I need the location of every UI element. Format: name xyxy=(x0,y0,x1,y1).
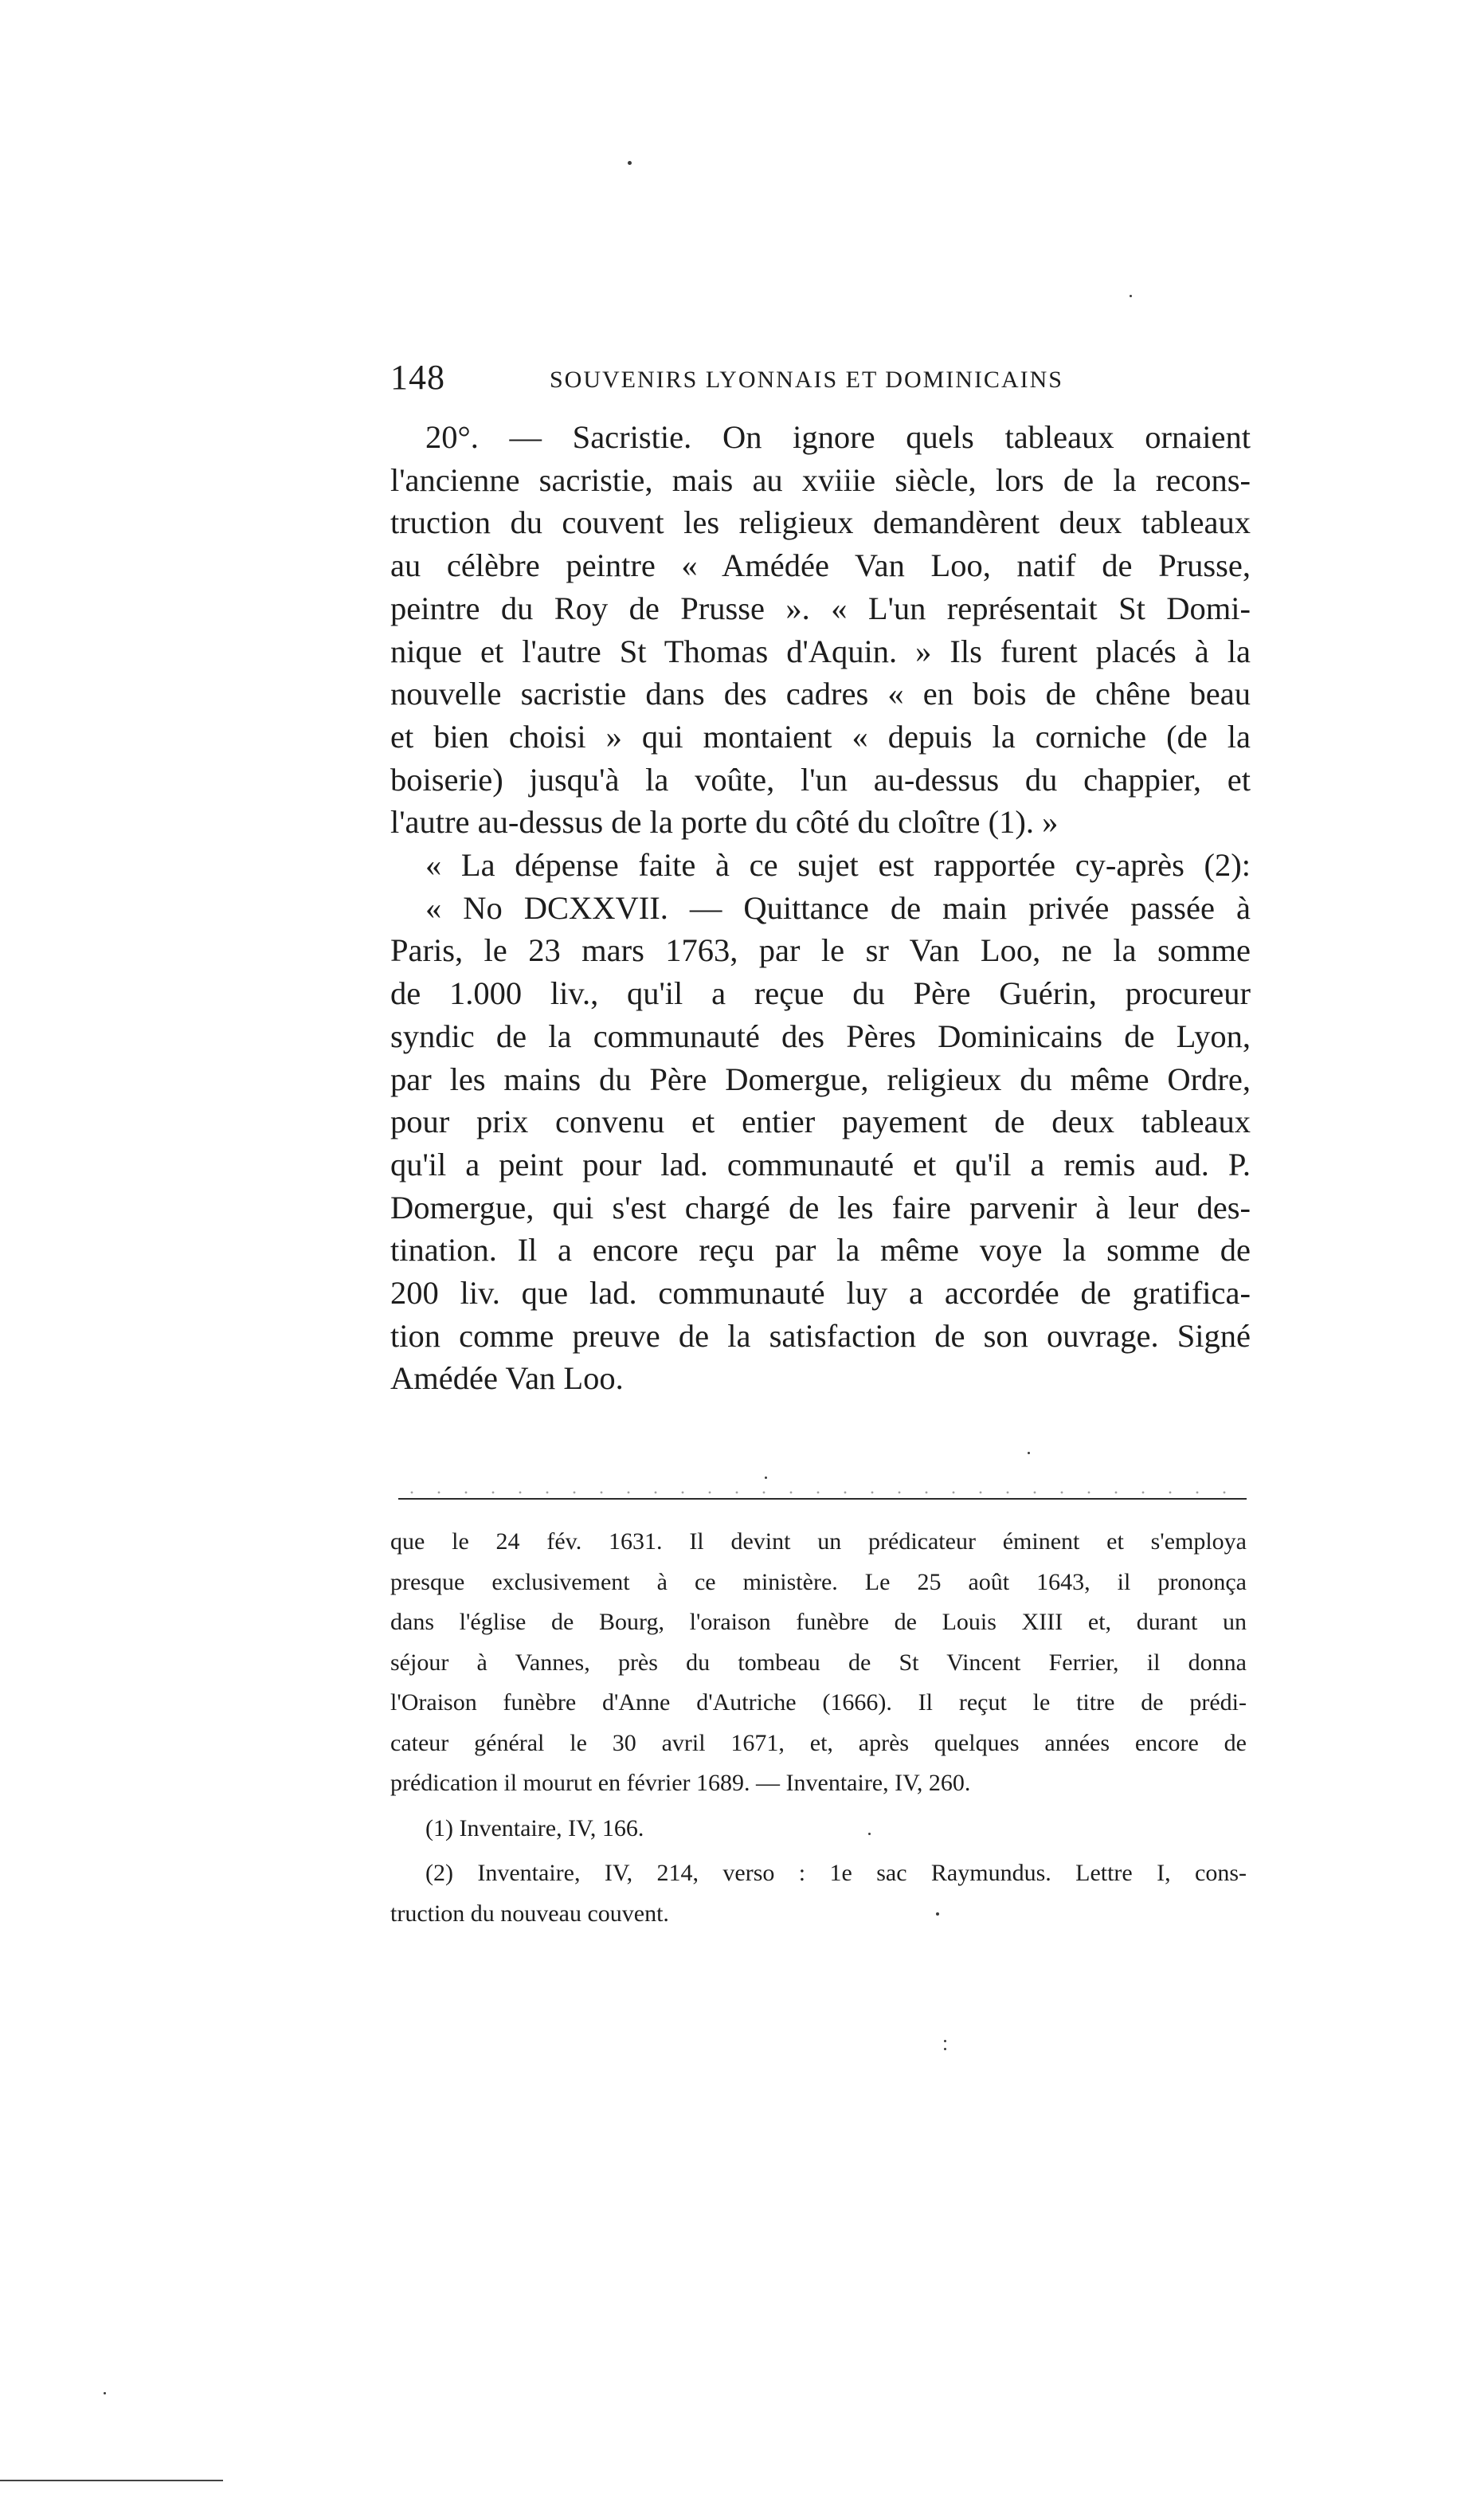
text-line: « La dépense faite à ce sujet est rapportée cy-après (2): xyxy=(425,847,1251,884)
main-text xyxy=(390,416,1251,1400)
text-line: qu'il a peint pour lad. communauté et qu'il a remis aud. P. xyxy=(390,1146,1251,1182)
footnote-line: l'Oraison funèbre d'Anne d'Autriche (1666). Il reçut le titre de prédi- xyxy=(390,1689,1247,1716)
separator-dots xyxy=(398,1487,1247,1498)
ink-speck xyxy=(104,2392,106,2394)
running-head xyxy=(390,357,1259,405)
text-line: Domergue, qui s'est chargé de les faire parvenir à leur des- xyxy=(390,1189,1251,1226)
text-line: au célèbre peintre « Amédée Van Loo, natif de Prusse, xyxy=(390,547,1251,584)
text-line: boiserie) jusqu'à la voûte, l'un au-dessus du chappier, et xyxy=(390,761,1251,798)
text-line: 200 liv. que lad. communauté luy a accordée de gratifica- xyxy=(390,1275,1251,1312)
ink-speck xyxy=(1028,1452,1030,1454)
text-line: Paris, le 23 mars 1763, par le sr Van Loo, ne la somme xyxy=(390,932,1251,969)
footnote-line: presque exclusivement à ce ministère. Le 25 août 1643, il prononça xyxy=(390,1568,1247,1595)
ink-speck xyxy=(628,161,632,165)
text-line: Amédée Van Loo. xyxy=(390,1360,624,1397)
text-line: nouvelle sacristie dans des cadres « en bois de chêne beau xyxy=(390,676,1251,712)
scan-edge-line xyxy=(0,2480,223,2481)
text-line: nique et l'autre St Thomas d'Aquin. » Ils furent placés à la xyxy=(390,633,1251,669)
text-line: par les mains du Père Domergue, religieux du même Ordre, xyxy=(390,1061,1251,1097)
ink-speck xyxy=(944,2048,946,2050)
text-line: l'autre au-dessus de la porte du côté du cloître (1). » xyxy=(390,804,1059,841)
text-line: tion comme preuve de la satisfaction de son ouvrage. Signé xyxy=(390,1317,1251,1354)
running-title: SOUVENIRS LYONNAIS ET DOMINICAINS xyxy=(550,367,1063,393)
footnote-2-line: (2) Inventaire, IV, 214, verso : 1e sac Raymundus. Lettre I, cons- xyxy=(425,1860,1247,1886)
ink-speck xyxy=(944,2040,946,2042)
footnote-line: dans l'église de Bourg, l'oraison funèbre de Louis XIII et, durant un xyxy=(390,1609,1247,1635)
text-line: syndic de la communauté des Pères Dominicains de Lyon, xyxy=(390,1018,1251,1054)
footnote-line: séjour à Vannes, près du tombeau de St Vincent Ferrier, il donna xyxy=(390,1649,1247,1676)
ink-speck xyxy=(868,1833,871,1835)
text-line: l'ancienne sacristie, mais au xviiie siècle, lors de la recons- xyxy=(390,461,1251,498)
text-line: « No DCXXVII. — Quittance de main privée passée à xyxy=(425,889,1251,926)
ink-speck xyxy=(765,1477,767,1479)
text-line: tination. Il a encore reçu par la même voye la somme de xyxy=(390,1232,1251,1269)
ink-speck xyxy=(936,1912,939,1916)
text-line: pour prix convenu et entier payement de deux tableaux xyxy=(390,1104,1251,1140)
footnote-1: (1) Inventaire, IV, 166. xyxy=(425,1814,644,1841)
footnotes xyxy=(390,1522,1247,1934)
text-line: 20°. — Sacristie. On ignore quels tableaux ornaient xyxy=(425,419,1251,455)
text-line: peintre du Roy de Prusse ». « L'un représentait St Domi- xyxy=(390,590,1251,626)
footnote-line: que le 24 fév. 1631. Il devint un prédicateur éminent et s'employa xyxy=(390,1528,1247,1555)
footnote-line: cateur général le 30 avril 1671, et, après quelques années encore de xyxy=(390,1729,1247,1756)
footnote-separator xyxy=(398,1498,1247,1500)
page-number: 148 xyxy=(390,358,445,397)
ink-speck xyxy=(1130,295,1132,297)
text-line: truction du couvent les religieux demandèrent deux tableaux xyxy=(390,504,1251,541)
text-line: de 1.000 liv., qu'il a reçue du Père Guérin, procureur xyxy=(390,975,1251,1012)
text-line: et bien choisi » qui montaient « depuis la corniche (de la xyxy=(390,718,1251,755)
footnote-2-line: truction du nouveau couvent. xyxy=(390,1900,669,1927)
footnote-line: prédication il mourut en février 1689. — Inventaire, IV, 260. xyxy=(390,1770,971,1796)
